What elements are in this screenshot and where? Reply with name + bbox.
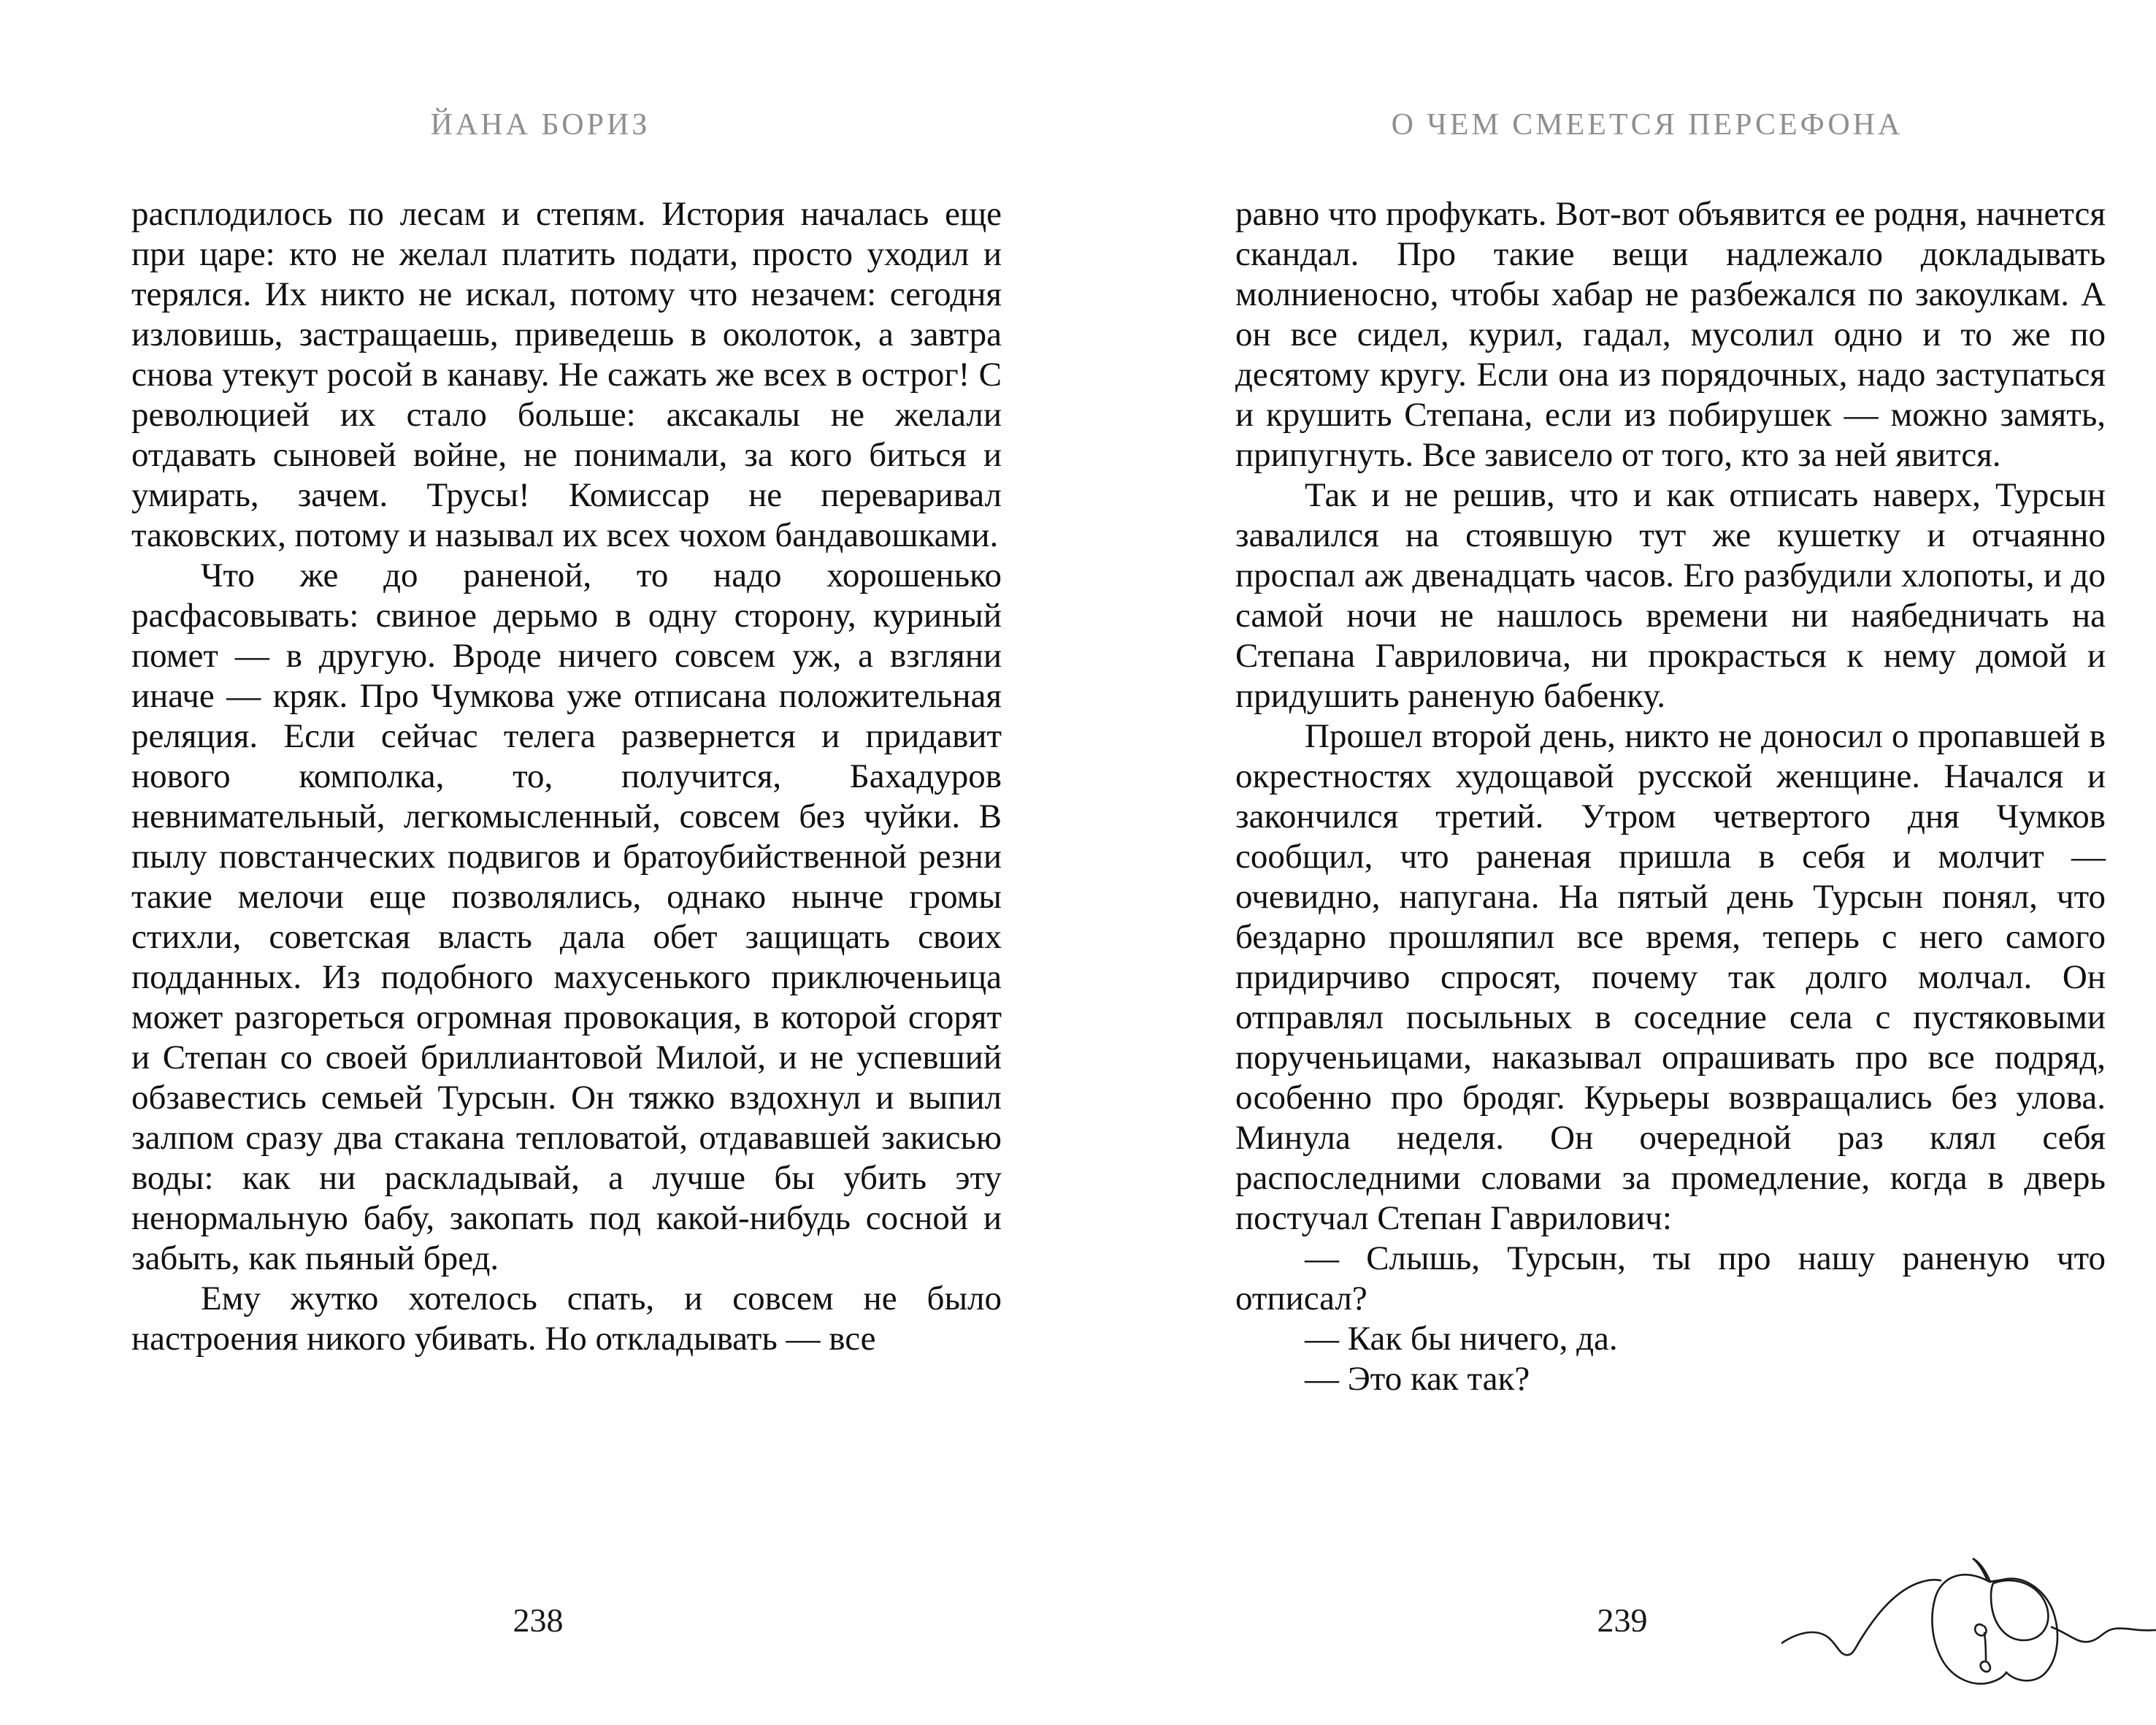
paragraph: — Слышь, Турсын, ты про нашу раненую что отписал?	[1235, 1239, 2106, 1317]
paragraph: Что же до раненой, то надо хорошенько расфасовывать: свиное дерьмо в одну сторону, куриный помет — в другую. Вроде ничего совсем уж, а взгляни иначе — кряк. Про Чумкова уже отписана положительная реляция. Если сейчас телега развернется и придавит нового комполка, то, получится, Бахадуров невнимательный, легкомысленный, совсем без чуйки. В пылу повстанческих подвигов и братоубийственной резни такие мелочи еще позволялись, однако нынче громы стихли, советская власть дала обет защищать своих подданных. Из подобного махусенького приключеньица может разгореться огромная провокация, в которой сгорят и Степан со своей бриллиантовой Милой, и не успевший обзавестись семьей Турсын. Он тяжко вздохнул и выпил залпом сразу два стакана тепловатой, отдававшей закисью воды: как ни раскладывай, а лучше бы убить эту ненормальную бабу, закопать под какой-нибудь сосной и забыть, как пьяный бред.	[131, 556, 1002, 1277]
right-running-head: О ЧЕМ СМЕЕТСЯ ПЕРСЕФОНА	[1391, 108, 1903, 142]
right-page-number: 239	[1597, 1602, 1648, 1639]
paragraph: расплодилось по лесам и степям. История началась еще при царе: кто не желал платить подати, просто уходил и терялся. Их никто не искал, потому что незачем: сегодня изловишь, застращаешь, приведешь в околоток, а завтра снова утекут росой в канаву. Не сажать же всех в острог! С революцией их стало больше: аксакалы не желали отдавать сыновей войне, не понимали, за кого биться и умирать, зачем. Трусы! Комиссар не переваривал таковских, потому и называл их всех чохом бандавошками.	[131, 195, 1002, 554]
paragraph: Ему жутко хотелось спать, и совсем не было настроения никого убивать. Но откладывать — все	[131, 1280, 1002, 1358]
apple-line-art-icon	[1781, 1554, 2156, 1715]
left-running-head: ЙАНА БОРИЗ	[430, 108, 651, 142]
paragraph: Прошел второй день, никто не доносил о пропавшей в окрестностях худощавой русской женщине. Начался и закончился третий. Утром четвертого дня Чумков сообщил, что раненая пришла в себя и молчит — очевидно, напугана. На пятый день Турсын понял, что бездарно прошляпил все время, теперь с него самого придирчиво спросят, почему так долго молчал. Он отправлял посыльных в соседние села с пустяковыми порученьицами, наказывал опрашивать про все подряд, особенно про бродяг. Курьеры возвращались без улова. Минула неделя. Он очередной раз клял себя распоследними словами за промедление, когда в дверь постучал Степан Гаврилович:	[1235, 717, 2106, 1237]
paragraph: Так и не решив, что и как отписать наверх, Турсын завалился на стоявшую тут же кушетку и отчаянно проспал аж двенадцать часов. Его разбудили хлопоты, и до самой ночи не нашлось времени ни наябедничать на Степана Гавриловича, ни прокрасться к нему домой и придушить раненую бабенку.	[1235, 476, 2106, 715]
paragraph: равно что профукать. Вот-вот объявится ее родня, начнется скандал. Про такие вещи надлежало докладывать молниеносно, чтобы хабар не разбежался по закоулкам. А он все сидел, курил, гадал, мусолил одно и то же по десятому кругу. Если она из порядочных, надо заступаться и крушить Степана, если из побирушек — можно замять, припугнуть. Все зависело от того, кто за ней явится.	[1235, 195, 2106, 474]
right-text-column	[1235, 194, 2106, 1399]
paragraph: — Как бы ничего, да.	[1305, 1320, 1618, 1358]
left-text-column	[131, 194, 1002, 1359]
left-page-number: 238	[513, 1602, 564, 1639]
paragraph: — Это как так?	[1305, 1360, 1530, 1398]
